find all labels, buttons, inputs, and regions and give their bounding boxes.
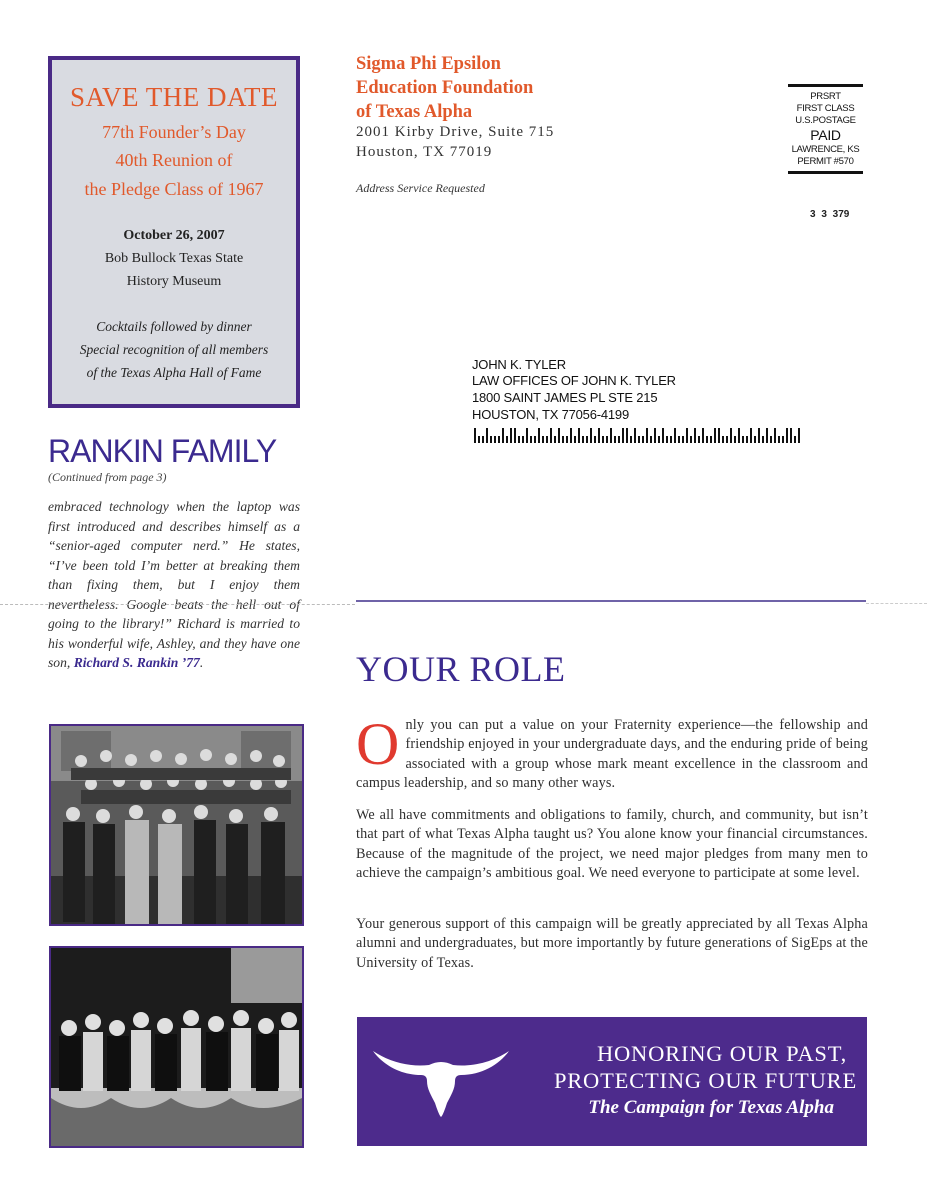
recipient-name: JOHN K. TYLER: [472, 357, 566, 372]
postage-paid: PAID: [810, 127, 841, 143]
return-org-line3: of Texas Alpha: [356, 102, 473, 122]
barcode-bar: [518, 436, 520, 443]
barcode-bar: [786, 428, 788, 443]
barcode-bar: [694, 428, 696, 443]
barcode-bar: [566, 436, 568, 443]
fold-line-left: [0, 604, 355, 605]
save-the-date-box: [48, 56, 300, 408]
banner-line-2: PROTECTING OUR FUTURE: [553, 1068, 857, 1093]
return-org-line2: Education Foundation: [356, 78, 534, 98]
rankin-end: .: [199, 655, 204, 670]
barcode-bar: [498, 436, 500, 443]
barcode-bar: [774, 428, 776, 443]
event-date: October 26, 2007: [123, 228, 225, 243]
fold-line-right: [866, 603, 927, 604]
barcode-bar: [734, 436, 736, 443]
barcode-bar: [666, 436, 668, 443]
address-service-note: Address Service Requested: [356, 181, 485, 195]
barcode-bar: [678, 436, 680, 443]
your-role-heading: YOUR ROLE: [356, 649, 566, 689]
barcode-bar: [486, 428, 488, 443]
return-city: Houston, TX 77019: [356, 144, 493, 160]
barcode-bar: [634, 428, 636, 443]
barcode-bar: [530, 436, 532, 443]
barcode-bar: [490, 436, 492, 443]
founders-day-line: 77th Founder’s Day: [102, 122, 246, 142]
your-role-paragraph-2: We all have commitments and obligations to family, church, and community, but isn’t that part of what Texas Alpha taught us? You alone know your financial circumstances. Because of the magnitude of the project, we need major pledges from many men to achieve the campaign’s ambitious goal. We need everyone to participate at some level.: [356, 807, 868, 881]
barcode-bar: [766, 428, 768, 443]
postal-barcode: [474, 427, 800, 443]
barcode-bar: [594, 436, 596, 443]
barcode-bar: [702, 428, 704, 443]
barcode-bar: [602, 436, 604, 443]
reunion-line: 40th Reunion of: [115, 150, 233, 170]
campaign-banner: [357, 1017, 867, 1146]
barcode-bar: [746, 436, 748, 443]
postage-indicia: [788, 84, 863, 174]
barcode-bar: [674, 428, 676, 443]
barcode-bar: [626, 428, 628, 443]
barcode-bar: [738, 428, 740, 443]
barcode-bar: [754, 436, 756, 443]
save-the-date-title: SAVE THE DATE: [69, 82, 278, 112]
divider-line: [356, 600, 866, 602]
barcode-bar: [474, 428, 476, 443]
barcode-bar: [478, 436, 480, 443]
barcode-bar: [622, 428, 624, 443]
barcode-bar: [502, 428, 504, 443]
barcode-bar: [758, 428, 760, 443]
postage-line1: PRSRT: [810, 91, 841, 102]
barcode-bar: [546, 436, 548, 443]
event-note-line1: Cocktails followed by dinner: [96, 319, 252, 334]
barcode-bar: [558, 428, 560, 443]
barcode-bar: [790, 428, 792, 443]
barcode-bar: [798, 428, 800, 443]
barcode-bar: [638, 436, 640, 443]
barcode-bar: [598, 428, 600, 443]
postage-permit: PERMIT #570: [797, 156, 854, 167]
banner-line-1: HONORING OUR PAST,: [596, 1041, 847, 1066]
barcode-bar: [690, 436, 692, 443]
rankin-body: embraced technology when the laptop was first introduced and describes himself as a “senior-aged computer nerd.” He states, “I’ve been told I’m better at breaking them than fixing them, but I enjoy them nevertheless. Google beats the hell out of going to the library!” Richard is married to his wonderful wife, Ashley, and they have one son,: [48, 499, 300, 670]
barcode-bar: [610, 428, 612, 443]
barcode-bar: [590, 428, 592, 443]
rankin-family-heading: RANKIN FAMILY: [48, 433, 277, 469]
barcode-bar: [522, 436, 524, 443]
barcode-bar: [526, 428, 528, 443]
barcode-bar: [482, 436, 484, 443]
barcode-bar: [578, 428, 580, 443]
barcode-bar: [670, 436, 672, 443]
continued-note: (Continued from page 3): [48, 470, 167, 484]
event-note-line3: of the Texas Alpha Hall of Fame: [86, 365, 262, 380]
barcode-bar: [618, 436, 620, 443]
postage-line3: U.S.POSTAGE: [795, 115, 856, 126]
drop-cap: O: [356, 711, 400, 777]
barcode-bar: [762, 436, 764, 443]
postage-line2: FIRST CLASS: [796, 103, 855, 114]
barcode-bar: [686, 428, 688, 443]
rankin-son-name: Richard S. Rankin ’77: [73, 655, 200, 670]
barcode-bar: [586, 436, 588, 443]
barcode-bar: [562, 436, 564, 443]
barcode-bar: [726, 436, 728, 443]
pledge-class-line: the Pledge Class of 1967: [84, 179, 264, 199]
barcode-bar: [710, 436, 712, 443]
recipient-company: LAW OFFICES OF JOHN K. TYLER: [472, 373, 676, 388]
barcode-bar: [542, 436, 544, 443]
return-org-line1: Sigma Phi Epsilon: [356, 54, 501, 74]
barcode-bar: [750, 428, 752, 443]
barcode-bar: [662, 428, 664, 443]
barcode-bar: [554, 436, 556, 443]
barcode-bar: [706, 436, 708, 443]
barcode-bar: [574, 436, 576, 443]
barcode-bar: [658, 436, 660, 443]
barcode-bar: [718, 428, 720, 443]
barcode-bar: [742, 436, 744, 443]
return-street: 2001 Kirby Drive, Suite 715: [356, 124, 555, 140]
barcode-bar: [654, 428, 656, 443]
your-role-paragraph-1: [356, 711, 868, 793]
barcode-bar: [642, 436, 644, 443]
barcode-bar: [534, 436, 536, 443]
barcode-bar: [698, 436, 700, 443]
barcode-bar: [538, 428, 540, 443]
group-photo-historic: [49, 724, 304, 926]
barcode-bar: [614, 436, 616, 443]
barcode-bar: [606, 436, 608, 443]
event-venue-line1: Bob Bullock Texas State: [104, 251, 244, 266]
barcode-bar: [782, 436, 784, 443]
paragraph-1-text: nly you can put a value on your Fraternity experience—the fellowship and friendship enjoyed in your undergraduate days, and the enduring pride of being associated with a group whose mark meant excellence in the classroom and campus leadership, and so many other ways.: [356, 717, 868, 791]
barcode-bar: [506, 436, 508, 443]
barcode-bar: [494, 436, 496, 443]
recipient-city: HOUSTON, TX 77056-4199: [472, 407, 629, 422]
barcode-bar: [714, 428, 716, 443]
barcode-bar: [650, 436, 652, 443]
rankin-article-text: [48, 497, 300, 673]
barcode-bar: [570, 428, 572, 443]
barcode-bar: [510, 428, 512, 443]
barcode-bar: [682, 436, 684, 443]
barcode-bar: [514, 428, 516, 443]
banner-campaign-name: The Campaign for Texas Alpha: [588, 1097, 834, 1118]
sort-code: 3 3 379: [810, 209, 850, 220]
barcode-bar: [770, 436, 772, 443]
barcode-bar: [550, 428, 552, 443]
barcode-bar: [582, 436, 584, 443]
event-venue-line2: History Museum: [126, 274, 222, 289]
event-photo-modern: [49, 946, 304, 1148]
barcode-bar: [778, 436, 780, 443]
barcode-bar: [646, 428, 648, 443]
postage-line5: LAWRENCE, KS: [791, 144, 860, 155]
barcode-bar: [630, 436, 632, 443]
barcode-bar: [730, 428, 732, 443]
recipient-street: 1800 SAINT JAMES PL STE 215: [472, 390, 658, 405]
barcode-bar: [794, 436, 796, 443]
barcode-bar: [722, 436, 724, 443]
longhorn-logo-icon: [371, 1041, 511, 1121]
event-note-line2: Special recognition of all members: [79, 342, 269, 357]
your-role-paragraph-3: Your generous support of this campaign will be greatly appreciated by all Texas Alpha alumni and undergraduates, but more importantly by future generations of SigEps at the University of Texas.: [356, 916, 868, 971]
